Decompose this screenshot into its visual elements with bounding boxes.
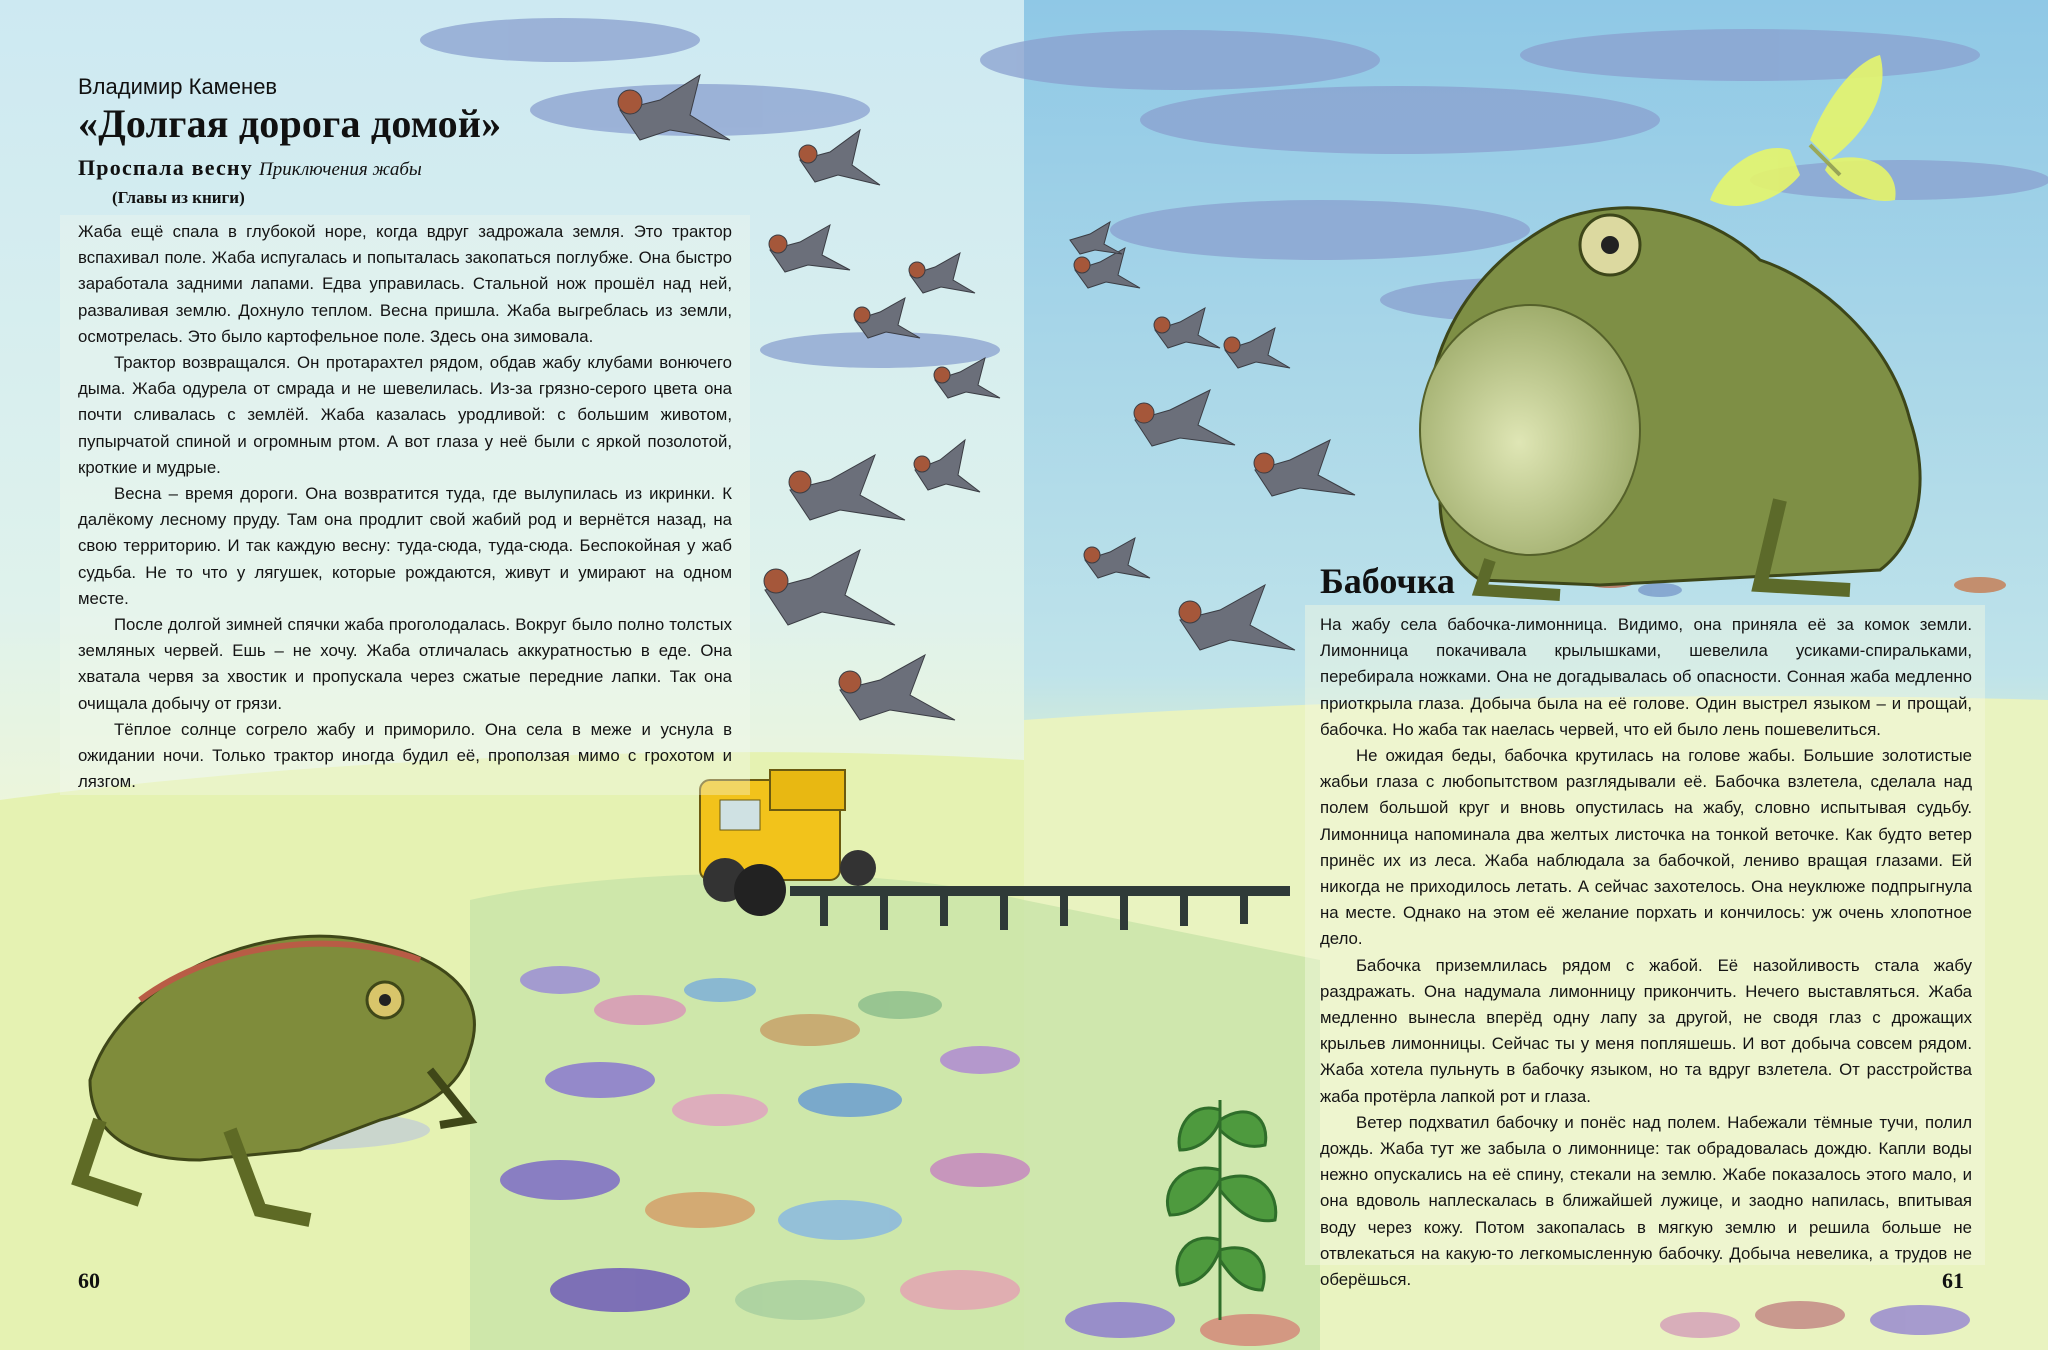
right-body-text: [1320, 612, 1972, 1293]
left-body-text: [78, 219, 732, 795]
paragraph: Трактор возвращался. Он протарахтел рядом, обдав жабу клубами вонючего дыма. Жаба одурела от смрада и не шевелилась. Из-за грязно-серого цвета она почти сливалась с землёй. Жаба казалась уродливой: с большим животом, пупырчатой спиной и огромным ртом. А вот глаза у неё были с яркой позолотой, кроткие и мудрые.: [78, 353, 732, 477]
page-number-left: 60: [78, 1268, 100, 1293]
paragraph: Ветер подхватил бабочку и понёс над полем. Набежали тёмные тучи, полил дождь. Жаба тут же забыла о лимоннице: так обрадовалась дождю. Капли воды нежно опускались на её спину, стекали на землю. Жабе показалось этого мало, и она вдоволь наплескалась в ближайшей лужице, и заодно напилась, впитывая воду через кожу. Потом закопалась в мягкую землю и решила больше не отвлекаться на какую-то легкомысленную бабочку. Добыча невелика, а трудов не оберёшься.: [1320, 1112, 1972, 1290]
chapter-subtitle: Приключения жабы: [258, 159, 422, 180]
author-name: Владимир Каменев: [78, 74, 278, 99]
paragraph: Не ожидая беды, бабочка крутилась на голове жабы. Большие золотистые жабьи глаза с любопытством разглядывали её. Бабочка взлетела, сделала над полем большой круг и вновь опустилась на жабу, словно испытывая судьбу. Лимонница напоминала два желтых листочка на тонкой веточке. Как будто ветер принёс их из леса. Жаба наблюдала за бабочкой, лениво вращая глазами. Ей никогда не приходилось летать. А сейчас захотелось. Она неуклюже подпрыгнула на месте. Однако на этом её желание порхать и кончилось: уж очень хлопотное дело.: [1320, 746, 1972, 949]
paragraph: Тёплое солнце согрело жабу и приморило. Она села в меже и уснула в ожидании ночи. Только трактор иногда будил её, проползая мимо с грохотом и лязгом.: [78, 719, 732, 792]
paragraph: На жабу села бабочка-лимонница. Видимо, она приняла её за комок земли. Лимонница покачивала крылышками, шевелила усиками-спиральками, перебирала ножками. Она не догадывалась об опасности. Сонная жаба медленно приоткрыла глаза. Добыча была на её голове. Один выстрел языком – и прощай, бабочка. Но жаба так наелась червей, что ей было лень пошевелиться.: [1320, 615, 1972, 739]
chapters-note: (Главы из книги): [112, 188, 245, 207]
paragraph: Бабочка приземлилась рядом с жабой. Её назойливость стала жабу раздражать. Она надумала лимонницу прикончить. Нечего выставляться. Жаба медленно вынесла вперёд одну лапу за другой, не сводя глаз с дрожащих крыльев лимонницы. Сейчас ты у меня попляшешь. И вот добыча совсем рядом. Жаба хотела пульнуть в бабочку языком, но та вдруг взлетела. От расстройства жаба протёрла лапкой рот и глаза.: [1320, 955, 1972, 1106]
section-title: Бабочка: [1320, 561, 1455, 601]
book-title: «Долгая дорога домой»: [78, 101, 502, 146]
paragraph: После долгой зимней спячки жаба проголодалась. Вокруг было полно толстых земляных червей. Ешь – не хочу. Жаба отличалась аккуратностью в еде. Она хватала червя за хвостик и пропускала через сжатые передние лапки. Так она очищала добычу от грязи.: [78, 615, 732, 713]
paragraph: Весна – время дороги. Она возвратится туда, где вылупилась из икринки. К далёкому лесному пруду. Там она продлит свой жабий род и вернётся назад, на свою территорию. И так каждую весну: туда-сюда, туда-сюда. Беспокойная у жаб судьба. Не то что у лягушек, которые рождаются, живут и умирают на одном месте.: [78, 484, 732, 608]
chapter-title: Проспала весну: [78, 155, 253, 180]
page-number-right: 61: [1942, 1268, 1964, 1293]
paragraph: Жаба ещё спала в глубокой норе, когда вдруг задрожала земля. Это трактор вспахивал поле. Жаба испугалась и попыталась закопаться поглубже. Она быстро заработала задними лапами. Едва управилась. Стальной нож прошёл над ней, разваливая землю. Дохнуло теплом. Весна пришла. Жаба выгреблась из земли, осмотрелась. Это было картофельное поле. Здесь она зимовала.: [78, 222, 732, 346]
chapter-heading: [78, 155, 422, 181]
